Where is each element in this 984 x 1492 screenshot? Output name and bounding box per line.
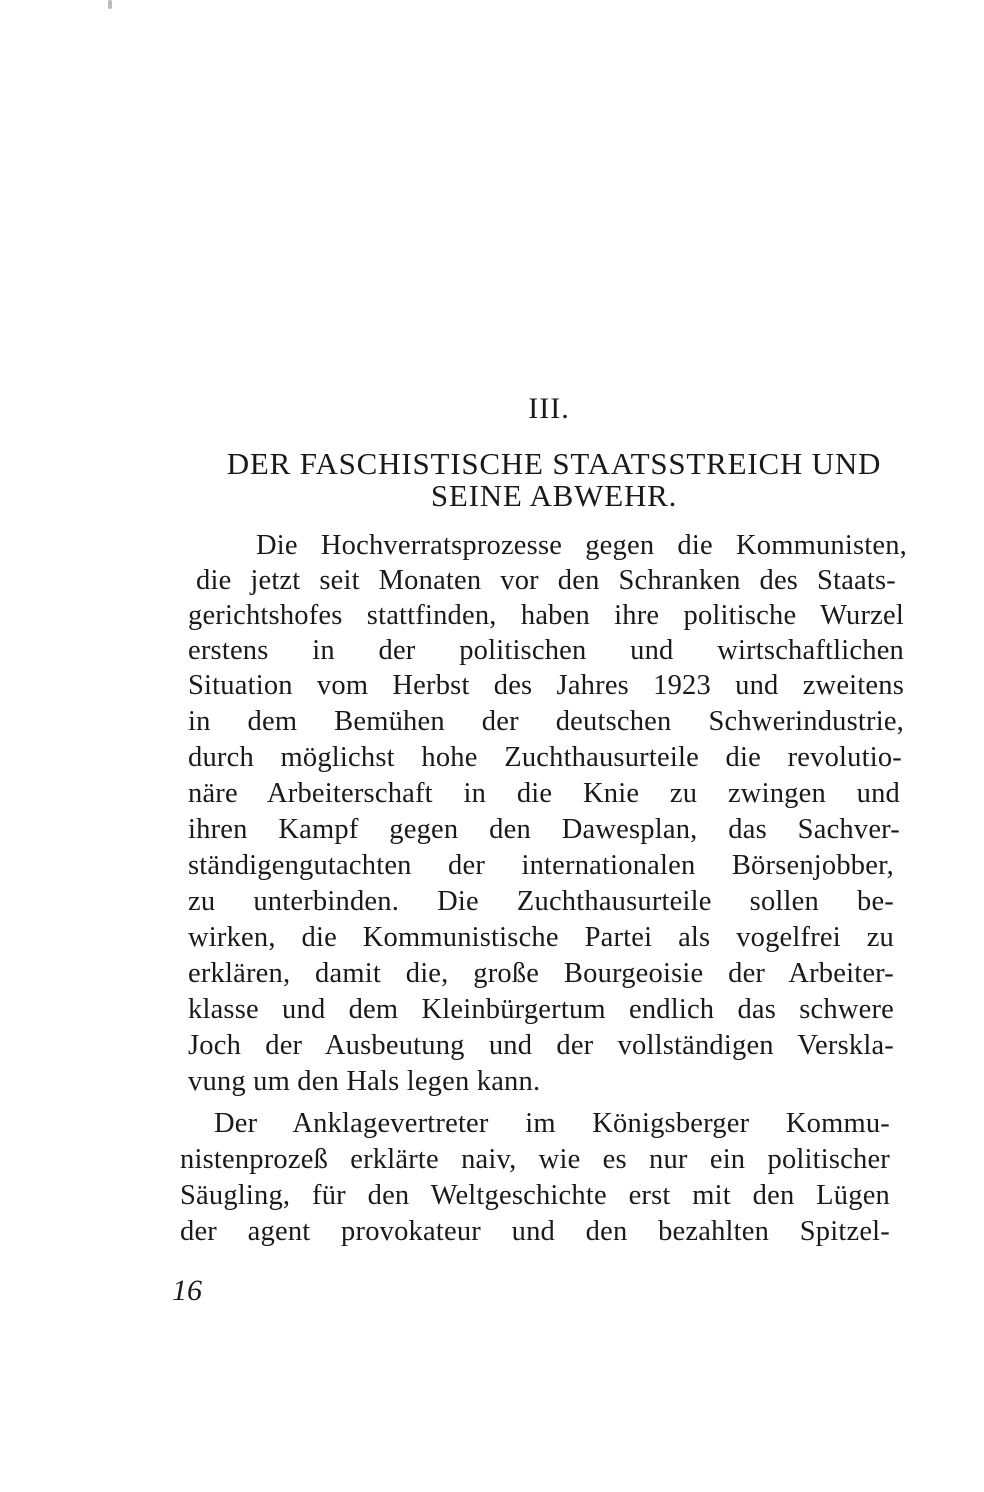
text-line: gerichtshofes stattfinden, haben ihre politische Wurzel bbox=[188, 600, 904, 631]
text-line: vung um den Hals legen kann. bbox=[188, 1066, 541, 1097]
text-line: Die Hochverratsprozesse gegen die Kommunisten, bbox=[256, 530, 907, 561]
text-line: Der Anklagevertreter im Königsberger Kommu- bbox=[214, 1108, 890, 1139]
text-line: klasse und dem Kleinbürgertum endlich das schwere bbox=[188, 994, 894, 1025]
text-line: erklären, damit die, große Bourgeoisie der Arbeiter- bbox=[188, 958, 894, 989]
text-line: erstens in der politischen und wirtschaftlichen bbox=[188, 635, 904, 666]
text-line: der agent provokateur und den bezahlten Spitzel- bbox=[180, 1216, 890, 1247]
text-line: durch möglichst hohe Zuchthausurteile die revolutio- bbox=[188, 742, 902, 773]
text-line: die jetzt seit Monaten vor den Schranken des Staats- bbox=[196, 565, 896, 596]
text-line: in dem Bemühen der deutschen Schwerindustrie, bbox=[188, 706, 904, 737]
text-line: wirken, die Kommunistische Partei als vogelfrei zu bbox=[188, 922, 894, 953]
text-line: Säugling, für den Weltgeschichte erst mit den Lügen bbox=[180, 1180, 890, 1211]
chapter-title-line-2: SEINE ABWEHR. bbox=[430, 478, 678, 513]
chapter-number: III. bbox=[528, 392, 570, 425]
text-line: Joch der Ausbeutung und der vollständigen Verskla- bbox=[188, 1030, 894, 1061]
text-line: Situation vom Herbst des Jahres 1923 und zweitens bbox=[188, 670, 904, 701]
text-line: zu unterbinden. Die Zuchthausurteile sollen be- bbox=[188, 886, 894, 917]
text-line: ihren Kampf gegen den Dawesplan, das Sachver- bbox=[188, 814, 900, 845]
scan-speck bbox=[108, 0, 112, 9]
text-line: ständigengutachten der internationalen Börsenjobber, bbox=[188, 850, 894, 881]
chapter-title-line-1: DER FASCHISTISCHE STAATSSTREICH UND bbox=[226, 446, 882, 481]
text-line: näre Arbeiterschaft in die Knie zu zwingen und bbox=[188, 778, 900, 809]
page-number: 16 bbox=[172, 1274, 202, 1307]
text-line: nistenprozeß erklärte naiv, wie es nur ein politischer bbox=[180, 1144, 890, 1175]
